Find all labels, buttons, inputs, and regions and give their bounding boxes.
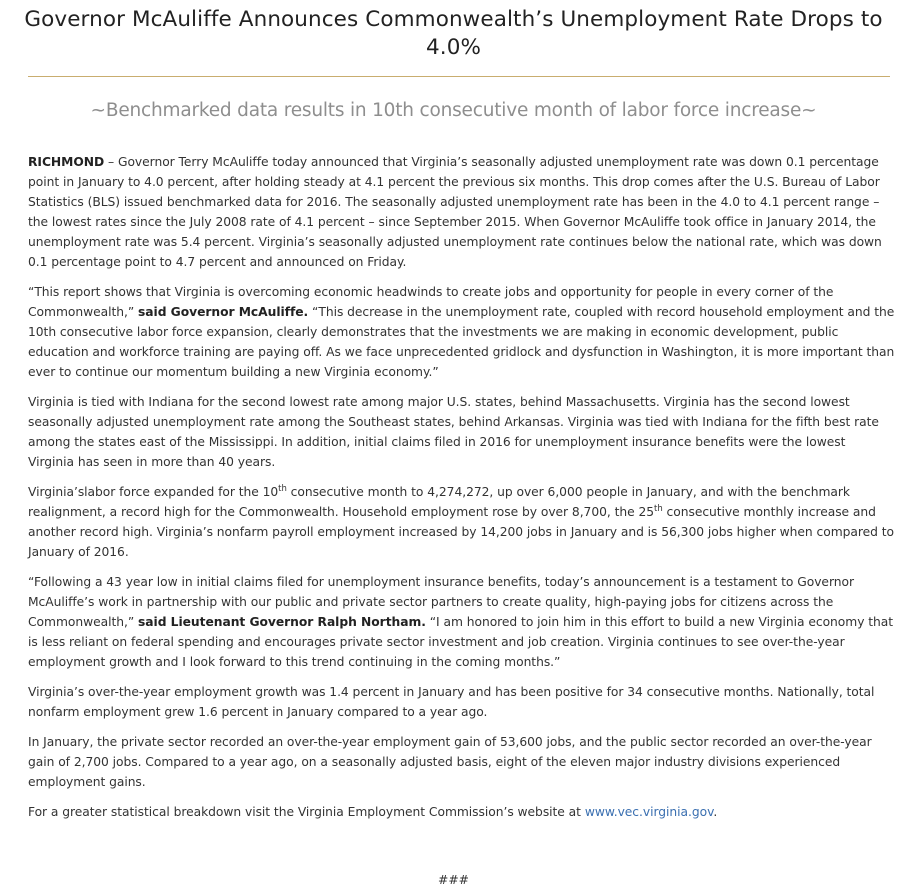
dateline: RICHMOND bbox=[28, 155, 105, 169]
paragraph-employment-growth bbox=[28, 682, 895, 722]
paragraph-text: Virginia’slabor force expanded for the 10 bbox=[28, 485, 279, 499]
quote-text: “This decrease in the unemployment rate, coupled with record household employment and the 10th consecutive labor force expansion, clearly demonstrates that the investments we are making in economic development, public education and workforce training are paying off. As we face unprecedented gridlock and dysfunction in Washington, it is more important than ever to continue our momentum building a new Virginia economy.” bbox=[28, 305, 895, 379]
paragraph-text: In January, the private sector recorded an over-the-year employment gain of 53,600 jobs, and the public sector recorded an over-the-year gain of 2,700 jobs. Compared to a year ago, on a seasonally adjusted basis, eight of the eleven major industry divisions experienced employment gains. bbox=[28, 735, 872, 789]
paragraph-text: consecutive month to 4,274,272, up over 6,000 people in January, and with the benchmark realignment, a record high for the Commonwealth. Household employment rose by over 8,700, the 25 bbox=[28, 485, 850, 519]
page-subtitle: ~Benchmarked data results in 10th consecutive month of labor force increase~ bbox=[90, 100, 817, 121]
paragraph-lt-governor-quote bbox=[28, 572, 895, 672]
paragraph-text: – Governor Terry McAuliffe today announced that Virginia’s seasonally adjusted unemployment rate was down 0.1 percentage point in January to 4.0 percent, after holding steady at 4.1 percent the previous six months. This drop comes after the U.S. Bureau of Labor Statistics (BLS) issued benchmarked data for 2016. The seasonally adjusted unemployment rate has been in the 4.0 to 4.1 percent range – the lowest rates since the July 2008 rate of 4.1 percent – since September 2015. When Governor McAuliffe took office in January 2014, the unemployment rate was 5.4 percent. Virginia’s seasonally adjusted unemployment rate continues below the national rate, which was down 0.1 percentage point to 4.7 percent and announced on Friday. bbox=[28, 155, 882, 269]
vec-website-link[interactable]: www.vec.virginia.gov bbox=[584, 805, 714, 819]
ordinal-suffix: th bbox=[654, 503, 663, 514]
paragraph-text: . bbox=[713, 805, 718, 819]
title-divider bbox=[28, 76, 890, 77]
paragraph-text: Virginia is tied with Indiana for the second lowest rate among major U.S. states, behind Massachusetts. Virginia has the second lowest seasonally adjusted unemployment rate among the Southeast states, behind Arkansas. Virginia was tied with Indiana for the fifth best rate among the states east of the Mississippi. In addition, initial claims filed in 2016 for unemployment insurance benefits were the lowest Virginia has seen in more than 40 years. bbox=[28, 395, 879, 469]
paragraph-state-ranking bbox=[28, 392, 895, 472]
paragraph-text: Virginia’s over-the-year employment growth was 1.4 percent in January and has been positive for 34 consecutive months. Nationally, total nonfarm employment grew 1.6 percent in January compared to a year ago. bbox=[28, 685, 875, 719]
paragraph-text: For a greater statistical breakdown visit the Virginia Employment Commission’s website at bbox=[28, 805, 585, 819]
article-body bbox=[28, 152, 895, 822]
paragraph-labor-force bbox=[28, 482, 895, 562]
paragraph-website bbox=[28, 802, 895, 822]
paragraph-sector-gains bbox=[28, 732, 895, 792]
paragraph-governor-quote bbox=[28, 282, 895, 382]
quote-text: “I am honored to join him in this effort to build a new Virginia economy that is less reliant on federal spending and encourages private sector investment and job creation. Virginia continues to see over-the-year employment growth and I look forward to this trend continuing in the coming months.” bbox=[28, 615, 894, 669]
paragraph-text: consecutive monthly increase and another record high. Virginia’s nonfarm payroll employment increased by 14,200 jobs in January and is 56,300 jobs higher when compared to January of 2016. bbox=[28, 505, 894, 559]
quote-text: “This report shows that Virginia is overcoming economic headwinds to create jobs and opportunity for people in every corner of the Commonwealth,” bbox=[28, 285, 834, 319]
paragraph-richmond bbox=[28, 152, 895, 272]
quote-text: “Following a 43 year low in initial claims filed for unemployment insurance benefits, today’s announcement is a testament to Governor McAuliffe’s work in partnership with our public and private sector partners to create quality, high-paying jobs for citizens across the Commonwealth,” bbox=[28, 575, 854, 629]
speaker-attribution: said Lieutenant Governor Ralph Northam. bbox=[138, 615, 426, 629]
end-of-release-mark: ### bbox=[438, 873, 469, 887]
ordinal-suffix: th bbox=[278, 483, 287, 494]
page-title: Governor McAuliffe Announces Commonwealth’s Unemployment Rate Drops to 4.0% bbox=[24, 7, 883, 60]
speaker-attribution: said Governor McAuliffe. bbox=[138, 305, 309, 319]
